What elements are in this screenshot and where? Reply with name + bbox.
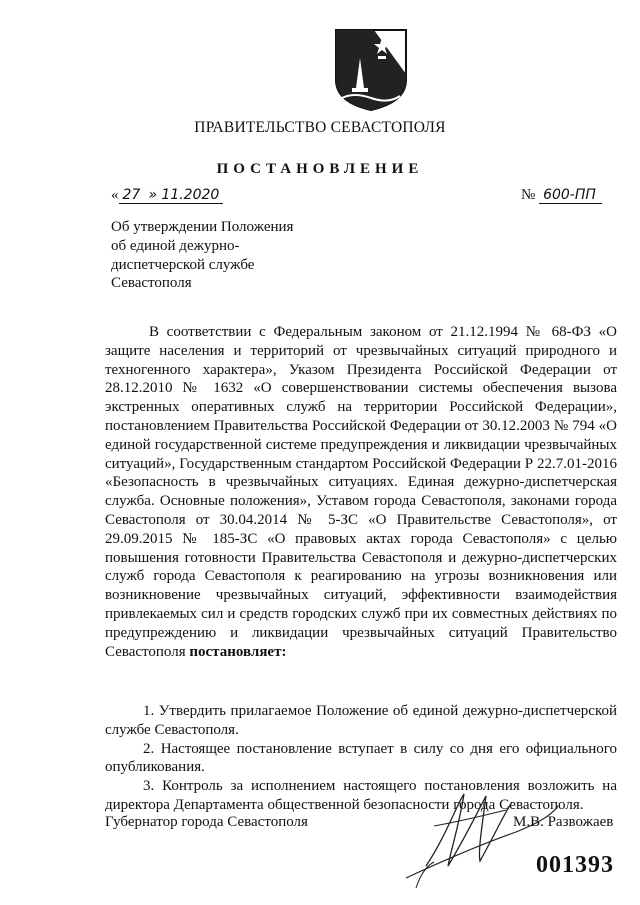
subject-line: диспетчерской службе [111,256,255,273]
date-day: 27 [119,187,145,204]
document-type-title: ПОСТАНОВЛЕНИЕ [216,161,424,177]
number-prefix: № [521,187,536,203]
decree-word: постановляет [189,643,282,660]
decree-item: 2. Настоящее постановление вступает в силу со дня его официального опубликования. [105,740,617,776]
date-month-year: » 11.2020 [144,187,223,204]
date-prefix: « [111,187,119,203]
subject-line: Об утверждении Положения [111,219,294,235]
preamble-text: В соответствии с Федеральным законом от 21.12.1994 № 68-ФЗ «О защите населения и территорий от чрезвычайных ситуаций природного и техногенного характера», Указом Президента Российской Федерации от 28.12.2010 № 1632 «О совершенствовании системы обеспечения вызова экстренных оперативных служб на территории Российской Федерации», постановлением Правительства Российской Федерации от 30.12.2003 № 794 «О единой государственной системе предупреждения и ликвидации чрезвычайных ситуаций», Государственным стандартом Российской Федерации Р 22.7.01-2016 «Безопасность в чрезвычайных ситуациях. Единая дежурно-диспетчерская служба. Основные положения», Уставом города Севастополя, законами города Севастополя от 30.04.2014 № 5-ЗС «О Правительстве Севастополя», от 29.09.2015 № 185-ЗС «О правовых актах города Севастополя» с целью повышения готовности Правительства Севастополя и дежурно-диспетчерских служб города Севастополя к реагированию на угрозы возникновения или возникновение чрезвычайных ситуаций, эффективности взаимодействия привлекаемых сил и средств городских служб при их совместных действиях по предупреждению и ликвидации чрезвычайных ситуаций Правительство Севастополя [105,324,617,660]
decree-item: 3. Контроль за исполнением настоящего постановления возложить на директора Департамента общественной безопасности города Севастополя. [105,778,617,813]
subject-line: об единой дежурно- [111,237,240,254]
number-value: 600-ПП [539,187,602,204]
preamble-text-block [105,323,617,661]
subject-line: Севастополя [111,275,192,292]
decree-colon: : [281,643,287,660]
sevastopol-coat-of-arms-icon [334,28,408,112]
signer-title: Губернатор города Севастополя [105,814,308,830]
decree-item: 1. Утвердить прилагаемое Положение об единой дежурно-диспетчерской службе Севастополя. [105,703,617,738]
document-date [111,187,223,204]
document-subject [111,218,371,293]
organization-name: ПРАВИТЕЛЬСТВО СЕВАСТОПОЛЯ [194,119,446,136]
preamble-paragraph [105,323,617,661]
document-number [521,187,602,204]
serial-number: 001393 [536,852,614,878]
signer-name: М.В. Развожаев [513,814,614,830]
